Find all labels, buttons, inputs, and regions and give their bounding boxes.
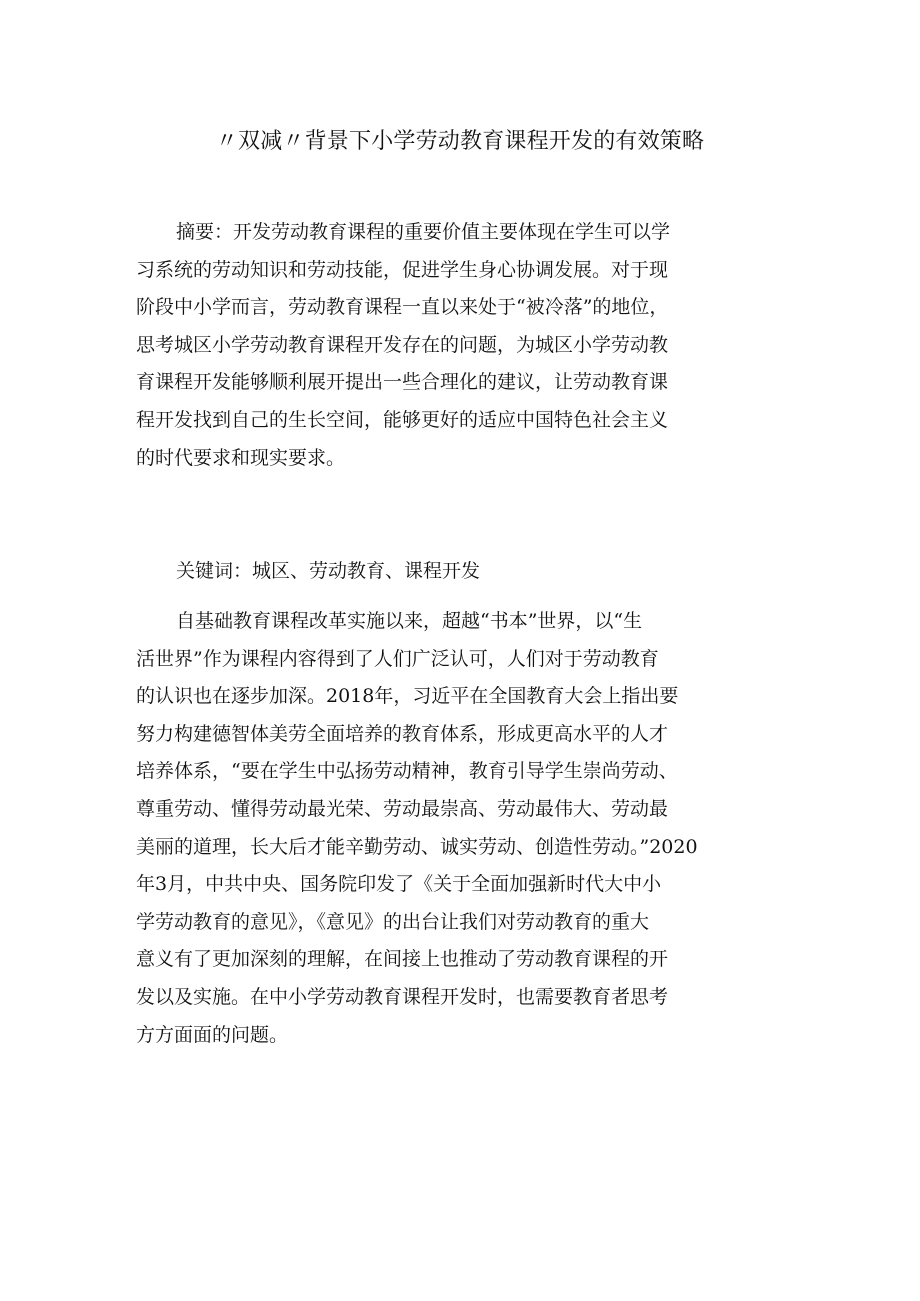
keywords-line: 关键词：城区、劳动教育、课程开发 bbox=[176, 560, 481, 582]
body-line: 学劳动教育的意见》，《意见》的出台让我们对劳动教育的重大 bbox=[136, 910, 650, 933]
abstract-line: 思考城区小学劳动教育课程开发存在的问题，为城区小学劳动教 bbox=[136, 333, 669, 356]
body-line: 自基础教育课程改革实施以来，超越“书本”世界，以“生 bbox=[176, 610, 643, 632]
body-line: 意义有了更加深刻的理解，在间接上也推动了劳动教育课程的开 bbox=[136, 948, 669, 971]
body-paragraph bbox=[136, 603, 788, 1054]
body-line: 年3月，中共中央、国务院印发了《关于全面加强新时代大中小 bbox=[136, 873, 662, 896]
document-title: 〃双减〃背景下小学劳动教育课程开发的有效策略 bbox=[215, 129, 705, 154]
body-line: 发以及实施。在中小学劳动教育课程开发时，也需要教育者思考 bbox=[136, 985, 669, 1008]
abstract-paragraph bbox=[136, 214, 788, 477]
abstract-line: 摘要：开发劳动教育课程的重要价值主要体现在学生可以学 bbox=[176, 221, 671, 243]
body-line: 活世界”作为课程内容得到了人们广泛认可，人们对于劳动教育 bbox=[136, 647, 659, 670]
body-line: 努力构建德智体美劳全面培养的教育体系，形成更高水平的人才 bbox=[136, 722, 669, 745]
body-line: 尊重劳动、懂得劳动最光荣、劳动最崇高、劳动最伟大、劳动最 bbox=[136, 797, 669, 820]
abstract-line: 阶段中小学而言，劳动教育课程一直以来处于“被冷落”的地位， bbox=[136, 296, 669, 319]
body-line: 美丽的道理，长大后才能辛勤劳动、诚实劳动、创造性劳动。”2020 bbox=[136, 835, 698, 858]
abstract-line: 的时代要求和现实要求。 bbox=[136, 446, 346, 469]
body-line: 的认识也在逐步加深。2018年，习近平在全国教育大会上指出要 bbox=[136, 685, 679, 708]
abstract-line: 习系统的劳动知识和劳动技能，促进学生身心协调发展。对于现 bbox=[136, 258, 669, 281]
keywords-paragraph bbox=[136, 553, 788, 591]
body-line: 方方面面的问题。 bbox=[136, 1023, 289, 1046]
abstract-line: 育课程开发能够顺利展开提出一些合理化的建议，让劳动教育课 bbox=[136, 371, 669, 394]
body-line: 培养体系，“要在学生中弘扬劳动精神，教育引导学生崇尚劳动、 bbox=[136, 760, 678, 783]
abstract-line: 程开发找到自己的生长空间，能够更好的适应中国特色社会主义 bbox=[136, 408, 669, 431]
